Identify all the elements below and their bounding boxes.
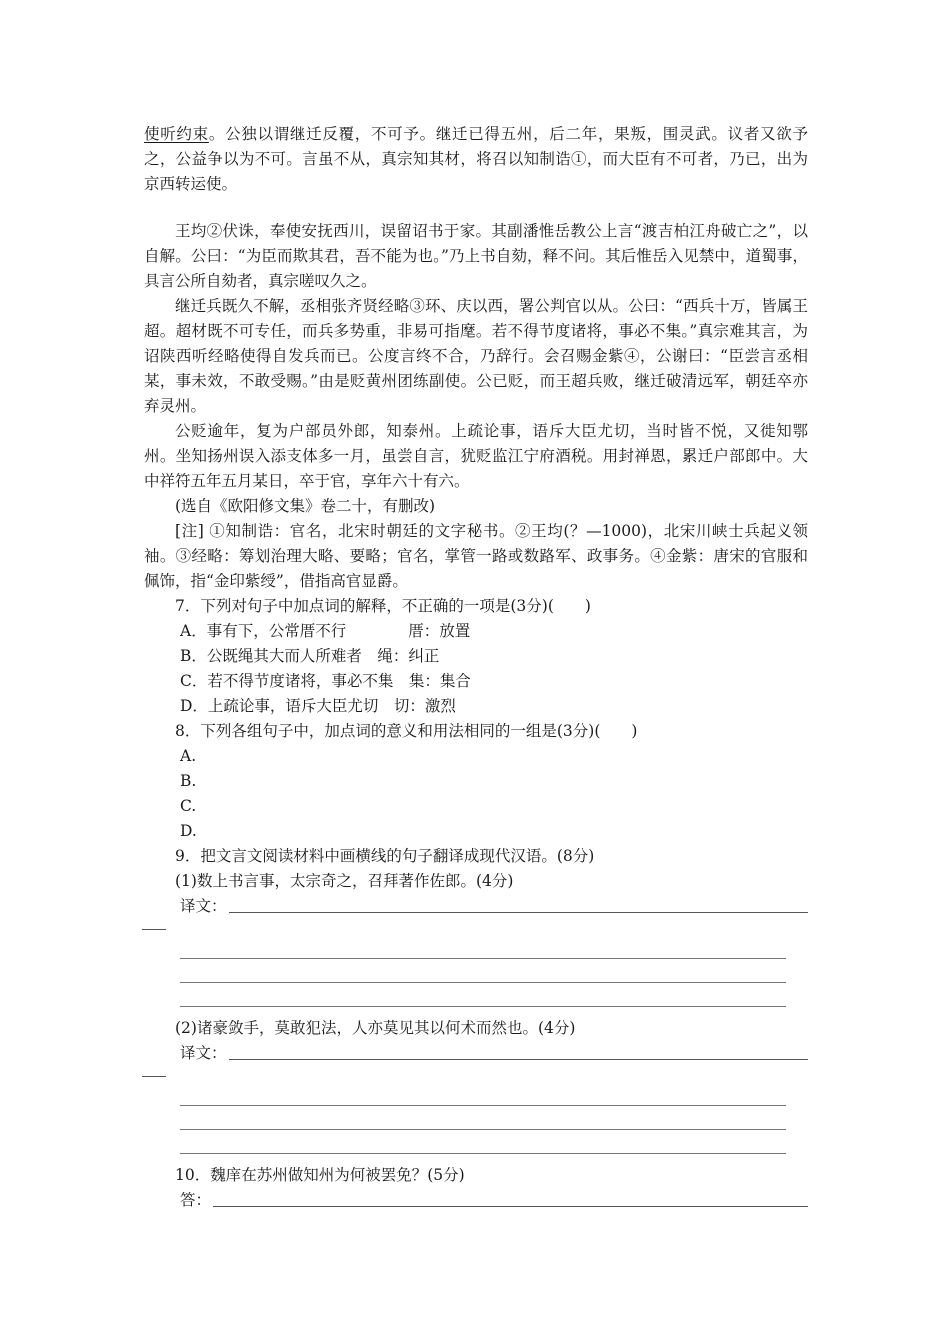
question-7-option-c: C．若不得节度诸将，事必不集 集：集合 — [180, 672, 471, 690]
answer-rule[interactable] — [144, 968, 808, 992]
question-8-option-d: D. — [180, 822, 197, 840]
question-10-stem: 10．魏庠在苏州做知州为何被罢免？(5分) — [175, 1166, 465, 1184]
question-7-option-a: A．事有下，公常厝不行 厝：放置 — [180, 622, 471, 640]
question-7-option-b: B．公既绳其大而人所难者 绳：纠正 — [180, 647, 440, 665]
question-7-stem: 7．下列对句子中加点词的解释，不正确的一项是(3分)( ) — [175, 597, 591, 615]
document-page — [144, 122, 808, 1213]
answer-rule[interactable] — [144, 944, 808, 968]
footnotes: [注] ①知制诰：官名，北宋时朝廷的文字秘书。②王均(？—1000)，北宋川峡士兵起义领袖。③经略：筹划治理大略、要略；官名，掌管一路或数路军、政事务。④金紫：唐宋的官服和佩饰，指“金印紫绶”，借指高官显爵。 — [144, 522, 808, 590]
answer-rule[interactable] — [144, 1115, 808, 1139]
passage-paragraph-3: 继迁兵既久不解，丞相张齐贤经略③环、庆以西，署公判官以从。公曰：“西兵十万，皆属王超。超材既不可专任，而兵多势重，非易可指麾。若不得节度诸将，事必不集。”真宗难其言，为诏陕西听经略使得自发兵而已。公度言终不合，乃辞行。会召赐金紫④，公谢曰：“臣尝言丞相某，事未效，不敢受赐。”由是贬黄州团练副使。公已贬，而王超兵败，继迁破清远军，朝廷卒亦弃灵州。 — [144, 297, 808, 415]
answer-line-9-1[interactable] — [144, 894, 808, 919]
passage-paragraph-2: 王均②伏诛，奉使安抚西川，误留诏书于家。其副潘惟岳教公上言“渡吉柏江舟破亡之”，以自解。公曰：“为臣而欺其君，吾不能为也。”乃上书自劾，释不问。其后惟岳入见禁中，道蜀事，具言公所自劾者，真宗嗟叹久之。 — [144, 222, 808, 290]
answer-label: 答： — [180, 1191, 212, 1209]
question-8-option-b: B. — [180, 772, 197, 790]
passage-paragraph-4: 公贬逾年，复为户部员外郎，知泰州。上疏论事，语斥大臣尤切，当时皆不悦，又徙知鄂州。坐知扬州误入添支体多一月，虽尝自言，犹贬监江宁府酒税。用封禅恩，累迁户部郎中。大中祥符五年五月某日，卒于官，享年六十有六。 — [144, 422, 808, 490]
question-8-stem: 8．下列各组句子中，加点词的意义和用法相同的一组是(3分)( ) — [175, 722, 638, 740]
answer-line-9-2[interactable] — [144, 1041, 808, 1066]
underlined-sentence: 使听约束 — [144, 125, 209, 143]
passage-paragraph-1 — [144, 122, 808, 197]
question-8-option-a: A. — [180, 747, 197, 765]
answer-line-10[interactable] — [144, 1188, 808, 1213]
paragraph-text: 。公独以谓继迁反覆，不可予。继迁已得五州，后二年，果叛，围灵武。议者又欲予之，公益争以为不可。言虽不从，真宗知其材，将召以知制诰①，而大臣有不可者，乃已，出为京西转运使。 — [144, 125, 808, 193]
question-9-sub-1: (1)数上书言事，太宗奇之，召拜著作佐郎。(4分) — [175, 872, 514, 890]
source-citation: (选自《欧阳修文集》卷二十，有删改) — [175, 497, 436, 515]
answer-label: 译文： — [180, 1044, 227, 1062]
question-7-option-d: D．上疏论事，语斥大臣尤切 切：激烈 — [180, 697, 456, 715]
answer-rule[interactable] — [144, 1091, 808, 1115]
question-9-stem: 9．把文言文阅读材料中画横线的句子翻译成现代汉语。(8分) — [175, 847, 595, 865]
question-9-sub-2: (2)诸豪敛手，莫敢犯法，人亦莫见其以何术而然也。(4分) — [175, 1019, 576, 1037]
answer-rule[interactable] — [144, 992, 808, 1016]
answer-rule[interactable] — [144, 1139, 808, 1163]
answer-label: 译文： — [180, 897, 227, 915]
question-8-option-c: C. — [180, 797, 197, 815]
